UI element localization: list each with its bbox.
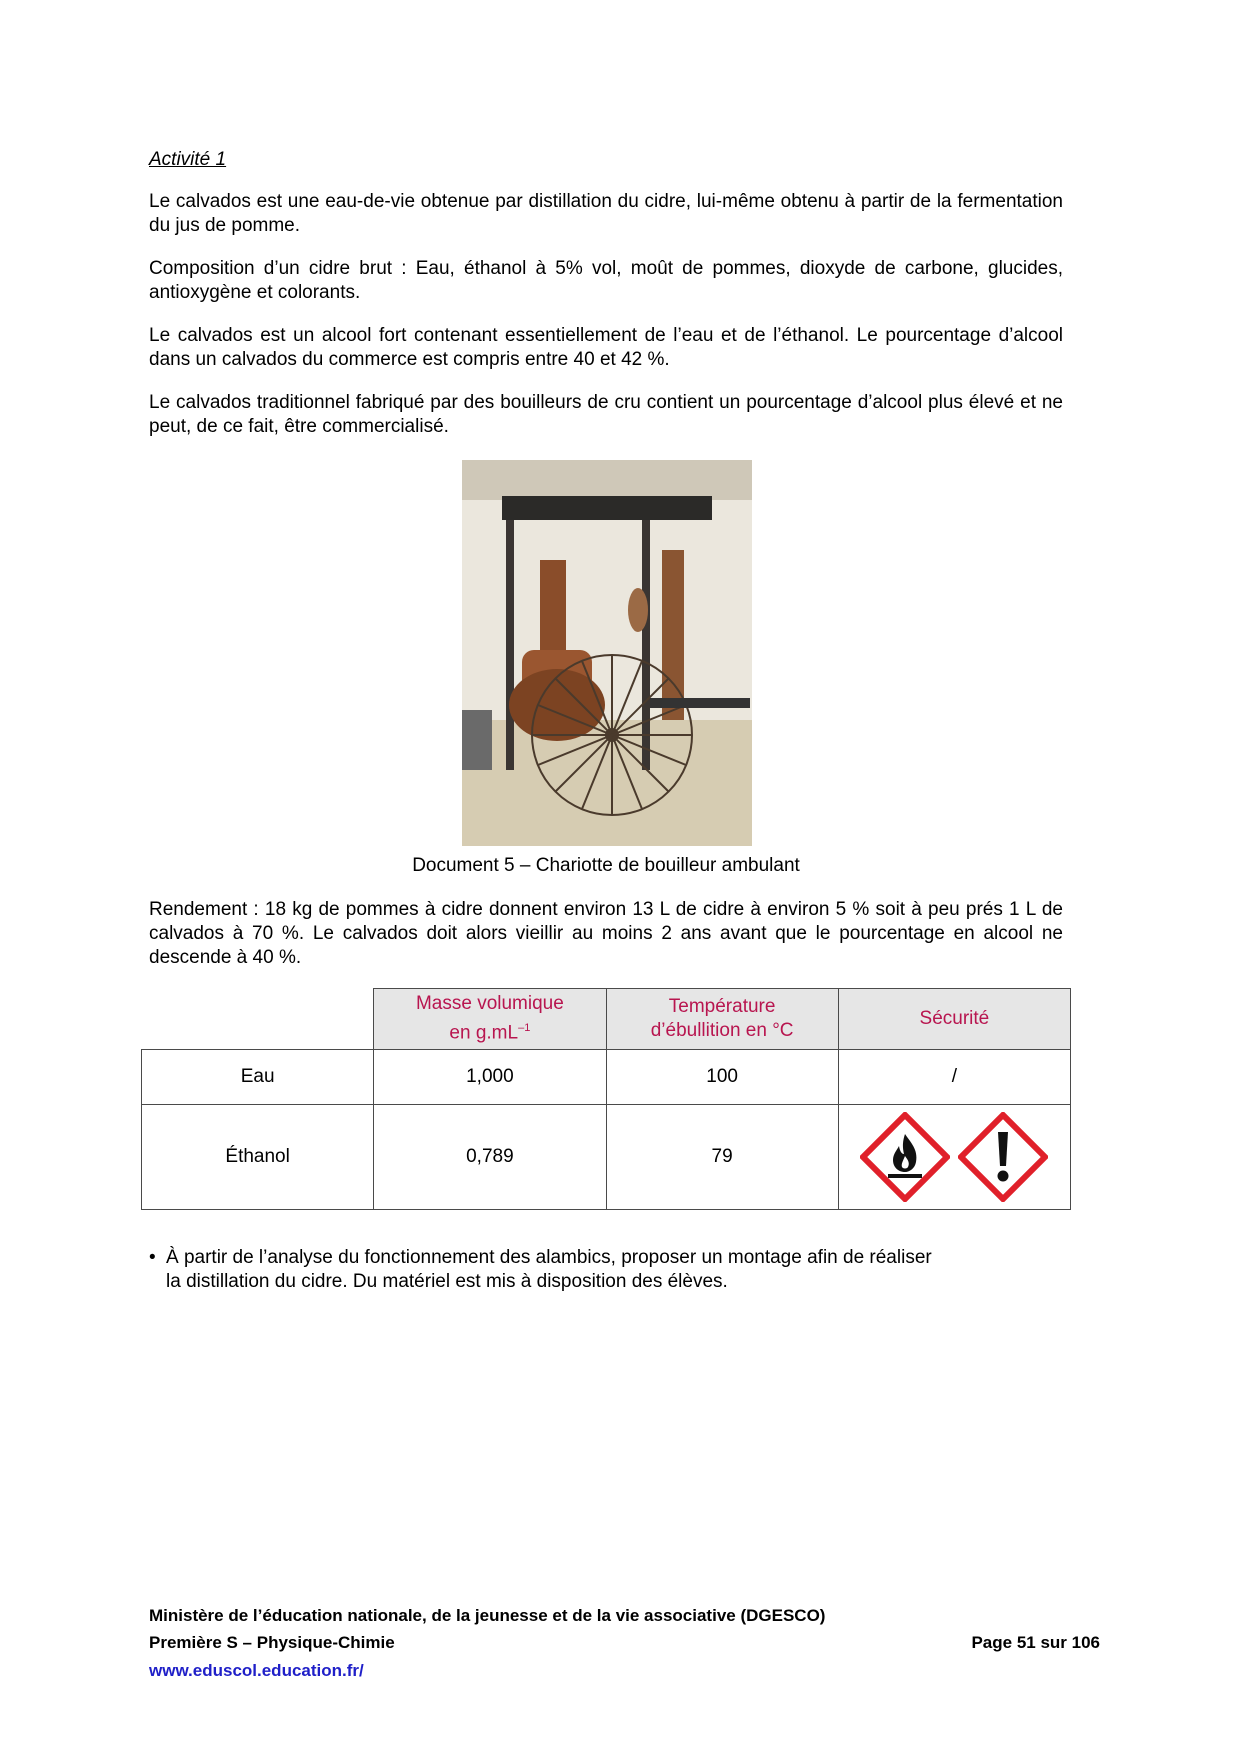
paragraph-intro: Le calvados est une eau-de-vie obtenue par distillation du cidre, lui-même obtenu à partir de la fermentation du jus de pomme. [149, 191, 1063, 236]
paragraph-alcohol-content: Le calvados est un alcool fort contenant essentiellement de l’eau et de l’éthanol. Le pourcentage d’alcool dans un calvados du commerce est compris entre 40 et 42 %. [149, 325, 1063, 370]
header-temp-line2: d’ébullition en °C [650, 1020, 794, 1041]
header-securite: Sécurité [838, 989, 1070, 1050]
header-empty-cell [142, 989, 374, 1050]
cell-name: Eau [142, 1050, 374, 1105]
distillation-cart-photo [462, 460, 752, 846]
header-masse-line1: Masse volumique [415, 993, 564, 1015]
footer-url-link[interactable]: www.eduscol.education.fr/ [149, 1661, 364, 1680]
cell-name: Éthanol [142, 1105, 374, 1210]
bullet-line1: À partir de l’analyse du fonctionnement des alambics, proposer un montage afin de réaliser [166, 1247, 932, 1268]
properties-table [141, 988, 1071, 1210]
paragraph-composition: Composition d’un cidre brut : Eau, éthanol à 5% vol, moût de pommes, dioxyde de carbone, glucides, antioxygène et colorants. [149, 258, 1063, 303]
alembic-illustration [462, 460, 752, 846]
header-masse-exponent: –1 [518, 1022, 531, 1035]
paragraph-rendement: Rendement : 18 kg de pommes à cidre donnent environ 13 L de cidre à environ 5 % soit à peu prés 1 L de calvados à 70 %. Le calvados doit alors vieillir au moins 2 ans avant que le pourcentage en alcool ne descende à 40 %. [149, 899, 1063, 968]
cell-masse: 0,789 [374, 1105, 606, 1210]
table-row [142, 1105, 1071, 1210]
activity-title: Activité 1 [149, 149, 227, 170]
cell-masse: 1,000 [374, 1050, 606, 1105]
header-temperature [606, 989, 838, 1050]
hazard-pictograms [839, 1112, 1070, 1202]
flammable-pictogram-icon [860, 1112, 950, 1202]
bullet-dot-icon: • [149, 1247, 156, 1268]
paragraph-traditional: Le calvados traditionnel fabriqué par des bouilleurs de cru contient un pourcentage d’alcool plus élevé et ne peut, de ce fait, être commercialisé. [149, 392, 1063, 437]
header-masse-line2: en g.mL [449, 1022, 519, 1044]
cell-temp: 79 [606, 1105, 838, 1210]
cell-securite: / [838, 1050, 1070, 1105]
footer-page-number: Page 51 sur 106 [971, 1633, 1100, 1652]
footer-course: Première S – Physique-Chimie [149, 1633, 395, 1652]
table-header-row [142, 989, 1071, 1050]
cell-temp: 100 [606, 1050, 838, 1105]
table-row [142, 1050, 1071, 1105]
header-temp-line1: Température [668, 996, 776, 1017]
task-bullet [149, 1246, 1049, 1294]
footer-ministry: Ministère de l’éducation nationale, de la jeunesse et de la vie associative (DGESCO) [149, 1606, 826, 1625]
bullet-line2: la distillation du cidre. Du matériel est mis à disposition des élèves. [166, 1271, 728, 1292]
figure-caption: Document 5 – Chariotte de bouilleur ambulant [412, 855, 800, 876]
cell-securite-pictograms [838, 1105, 1070, 1210]
exclamation-hazard-pictogram-icon [958, 1112, 1048, 1202]
header-masse-volumique [374, 989, 606, 1050]
